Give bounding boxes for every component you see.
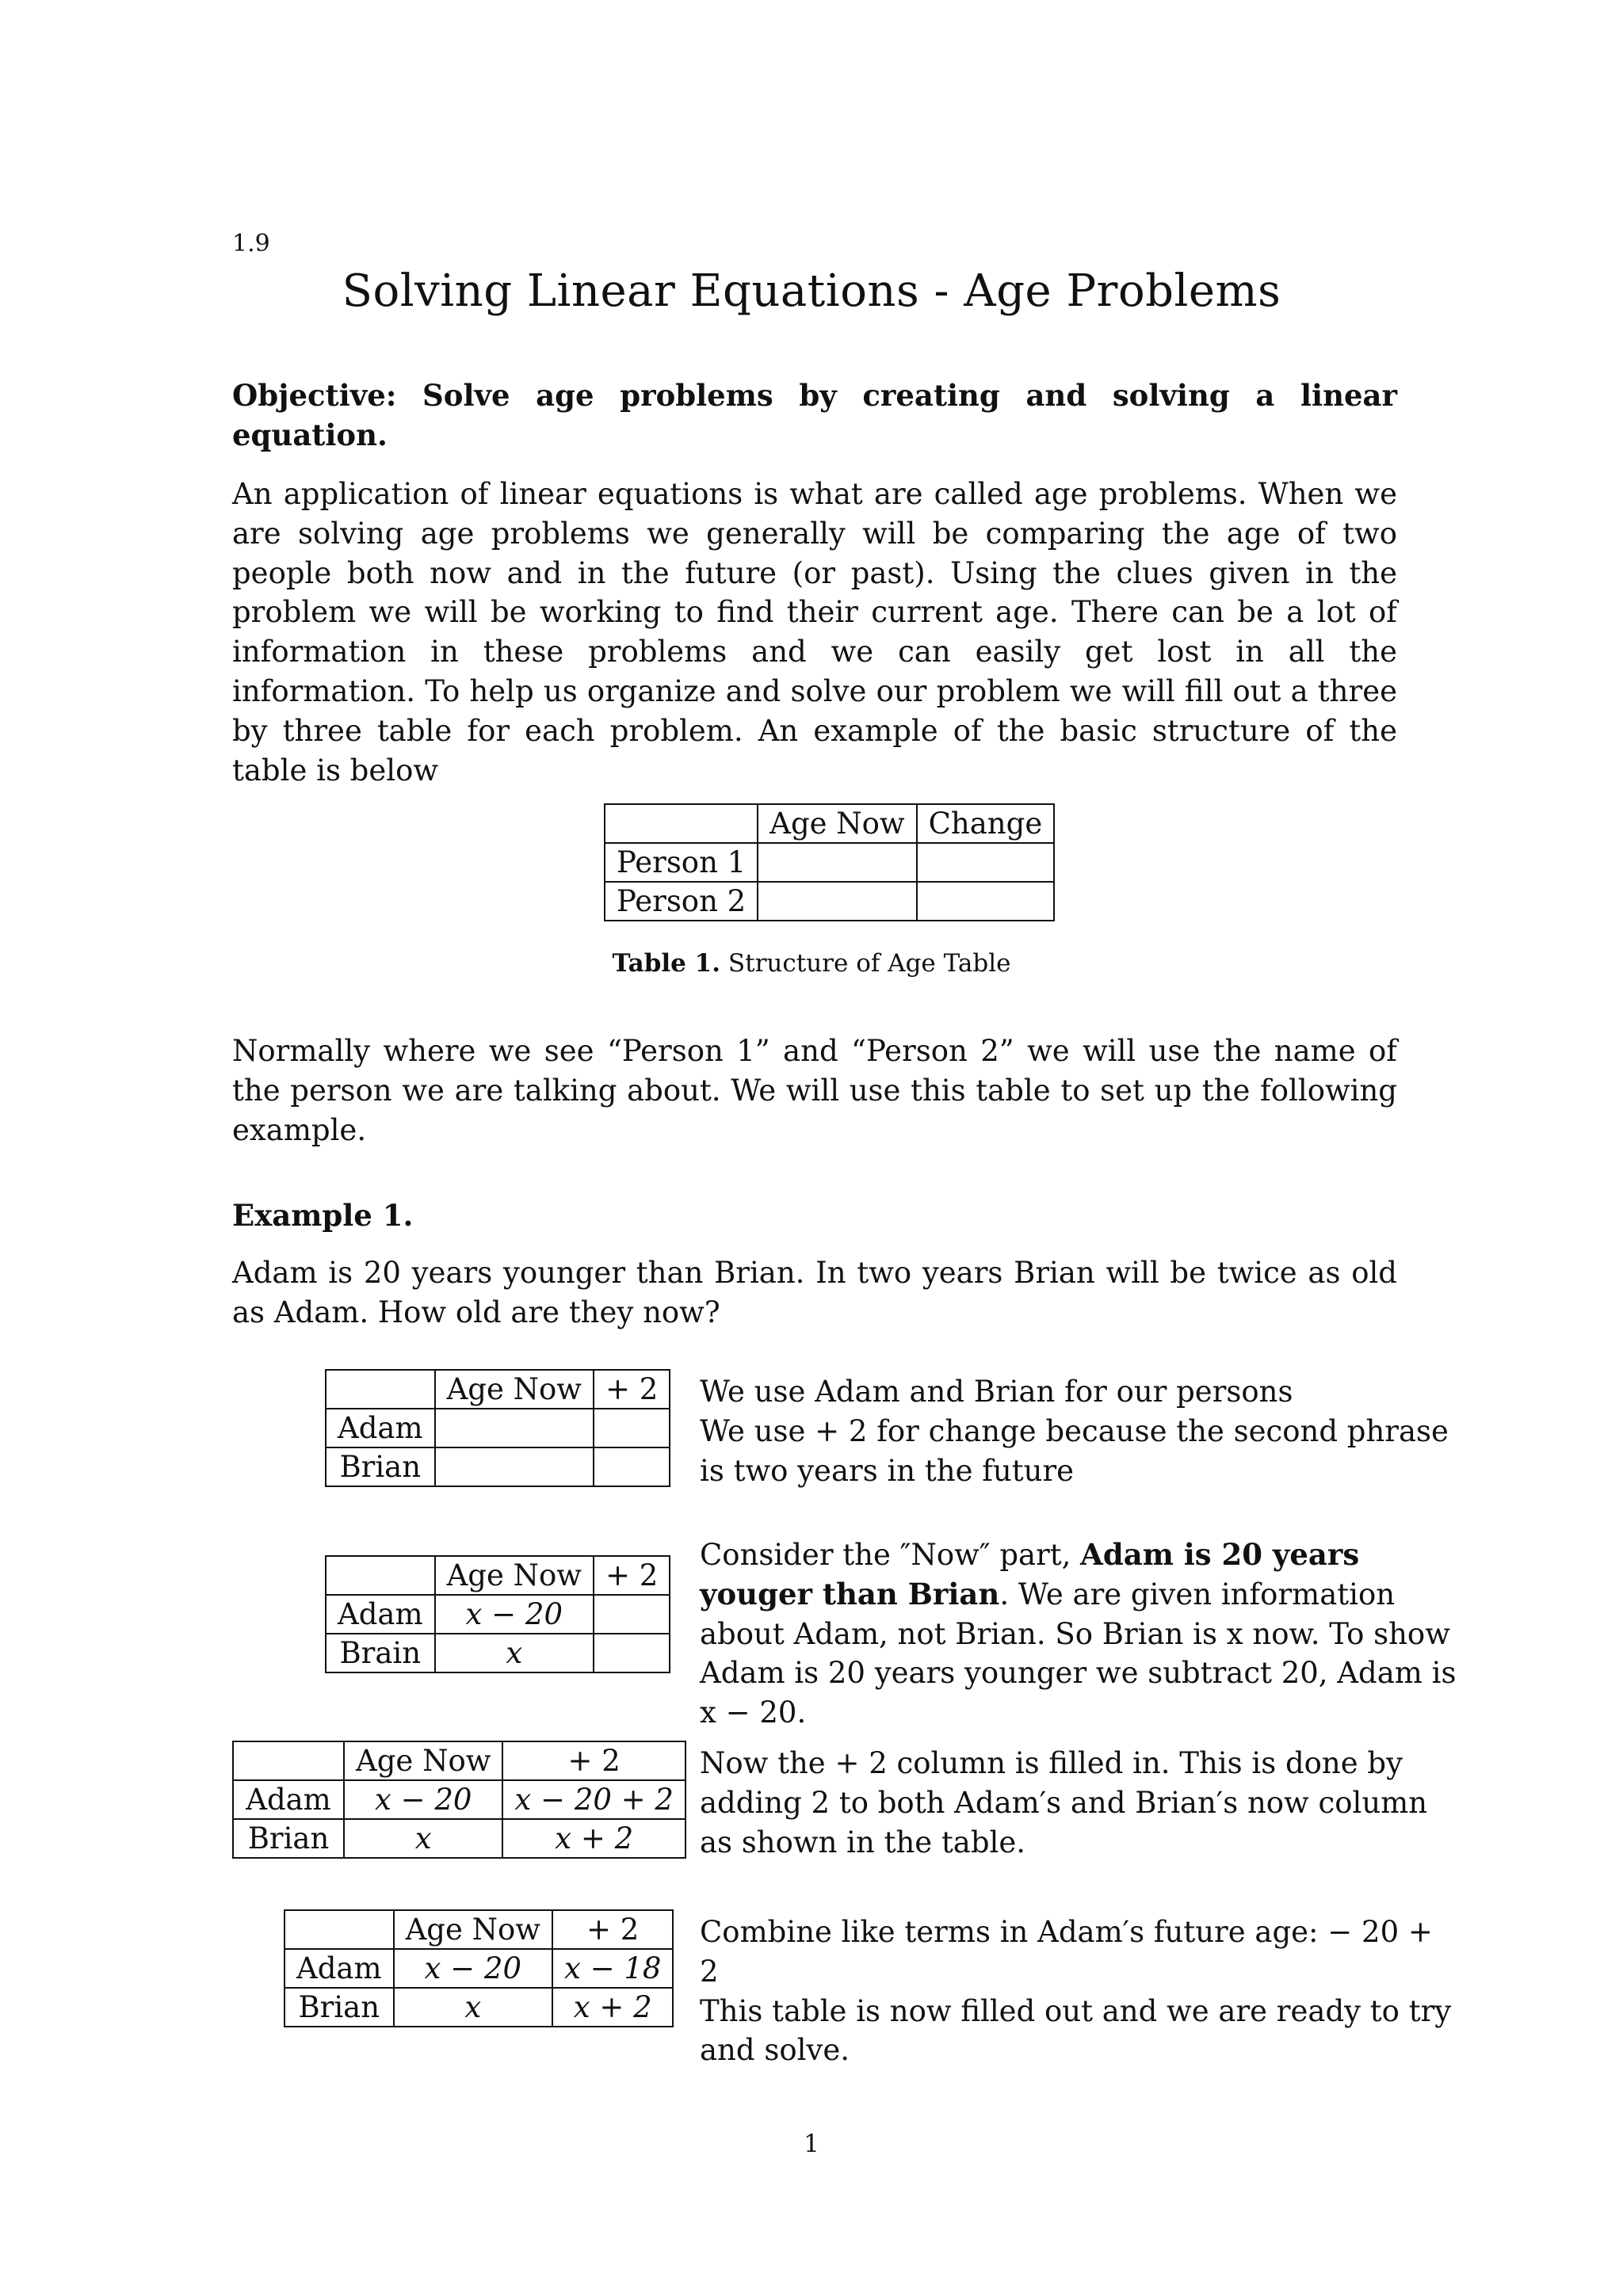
row-label: Person 1 <box>605 843 758 882</box>
table-cell: x − 20 + 2 <box>502 1780 685 1819</box>
table-row <box>326 1447 670 1486</box>
table-cell <box>594 1447 670 1486</box>
table-row <box>285 1949 673 1988</box>
step-2-note <box>700 1535 1461 1733</box>
row-label: Adam <box>285 1949 394 1988</box>
table-cell: x <box>394 1988 552 2027</box>
table-row <box>285 1910 673 1949</box>
table-row <box>326 1556 670 1595</box>
note-line: This table is now filled out and we are ready to try <box>700 1993 1452 2028</box>
note-bold-text: Adam is 20 years youger than Brian <box>700 1537 1360 1611</box>
table-cell: x + 2 <box>502 1819 685 1858</box>
step-2-table <box>325 1555 670 1673</box>
section-number: 1.9 <box>232 230 270 257</box>
table-cell: x − 20 <box>344 1780 502 1819</box>
table-cell <box>594 1595 670 1634</box>
table-row <box>233 1819 685 1858</box>
note-line: We use Adam and Brian for our persons <box>700 1375 1293 1409</box>
normally-paragraph: Normally where we see “Person 1” and “Person 2” we will use the name of the person we are talking about. We will use this table to set up the following example. <box>232 1034 1397 1147</box>
table-row <box>605 804 1054 843</box>
row-label: Brian <box>285 1988 394 2027</box>
table-row <box>233 1780 685 1819</box>
note-text: Consider the ″Now″ part, <box>700 1538 1081 1572</box>
objective: Objective: Solve age problems by creating and solving a linear equation. <box>232 378 1397 452</box>
row-label: Adam <box>233 1780 344 1819</box>
table-cell: x − 20 <box>435 1595 594 1634</box>
note-text: . We are given information about Adam, not Brian. So Brian is x now. To show Adam is 20 years younger we subtract 20, Adam is x − 20. <box>700 1577 1457 1730</box>
note-line: Combine like terms in Adam′s future age: − 20 + 2 <box>700 1915 1433 1989</box>
table-header: Age Now <box>394 1910 552 1949</box>
intro-paragraph: An application of linear equations is what are called age problems. When we are solving age problems we generally will be comparing the age of two people both now and in the future (or past). Using the clues given in the problem we will be working to find their current age. There can be a lot of information in these problems and we can easily get lost in all the information. To help us organize and solve our problem we will fill out a three by three table for each problem. An example of the basic structure of the table is below <box>232 477 1397 788</box>
table-caption <box>0 949 1623 978</box>
row-label: Person 2 <box>605 882 758 921</box>
table-cell <box>758 882 916 921</box>
table-cell <box>917 843 1055 882</box>
step-1-note <box>700 1372 1461 1490</box>
table-cell: x <box>435 1634 594 1672</box>
page-title: Solving Linear Equations - Age Problems <box>342 265 1281 317</box>
table-cell <box>758 843 916 882</box>
table-row <box>326 1595 670 1634</box>
note-line: We use + 2 for change because the second phrase <box>700 1413 1449 1448</box>
caption-text: Structure of Age Table <box>727 949 1011 978</box>
table-cell <box>594 1634 670 1672</box>
table-cell <box>285 1910 394 1949</box>
table-header: + 2 <box>594 1556 670 1595</box>
row-label: Brian <box>326 1447 435 1486</box>
row-label: Adam <box>326 1595 435 1634</box>
caption-label: Table 1. <box>612 949 721 978</box>
row-label: Brain <box>326 1634 435 1672</box>
row-label: Brian <box>233 1819 344 1858</box>
note-line: is two years in the future <box>700 1453 1075 1488</box>
step-4-note <box>700 1913 1461 2070</box>
table-cell <box>326 1556 435 1595</box>
structure-table <box>604 803 1055 921</box>
example-heading: Example 1. <box>232 1198 414 1233</box>
table-row <box>326 1409 670 1447</box>
table-row <box>326 1634 670 1672</box>
table-cell <box>435 1447 594 1486</box>
table-header: Age Now <box>435 1370 594 1409</box>
table-header: Age Now <box>758 804 916 843</box>
example-problem: Adam is 20 years younger than Brian. In two years Brian will be twice as old as Adam. How old are they now? <box>232 1256 1397 1329</box>
table-cell <box>594 1409 670 1447</box>
table-row <box>326 1370 670 1409</box>
table-header: + 2 <box>502 1741 685 1780</box>
step-4-table <box>284 1909 674 2027</box>
step-1-table <box>325 1369 670 1487</box>
table-cell: x <box>344 1819 502 1858</box>
table-row <box>605 882 1054 921</box>
table-cell <box>233 1741 344 1780</box>
table-cell <box>435 1409 594 1447</box>
table-row <box>285 1988 673 2027</box>
page-number: 1 <box>804 2130 819 2158</box>
table-header: Age Now <box>344 1741 502 1780</box>
table-cell <box>917 882 1055 921</box>
table-row <box>605 843 1054 882</box>
table-cell <box>605 804 758 843</box>
step-3-note: Now the + 2 column is filled in. This is done by adding 2 to both Adam′s and Brian′s now column as shown in the table. <box>700 1746 1428 1859</box>
row-label: Adam <box>326 1409 435 1447</box>
table-header: + 2 <box>594 1370 670 1409</box>
table-cell: x − 20 <box>394 1949 552 1988</box>
note-line: and solve. <box>700 2033 850 2068</box>
table-row <box>233 1741 685 1780</box>
table-header: Change <box>917 804 1055 843</box>
table-cell <box>326 1370 435 1409</box>
step-3-table <box>232 1741 686 1859</box>
table-header: + 2 <box>552 1910 673 1949</box>
table-header: Age Now <box>435 1556 594 1595</box>
table-cell: x − 18 <box>552 1949 673 1988</box>
table-cell: x + 2 <box>552 1988 673 2027</box>
